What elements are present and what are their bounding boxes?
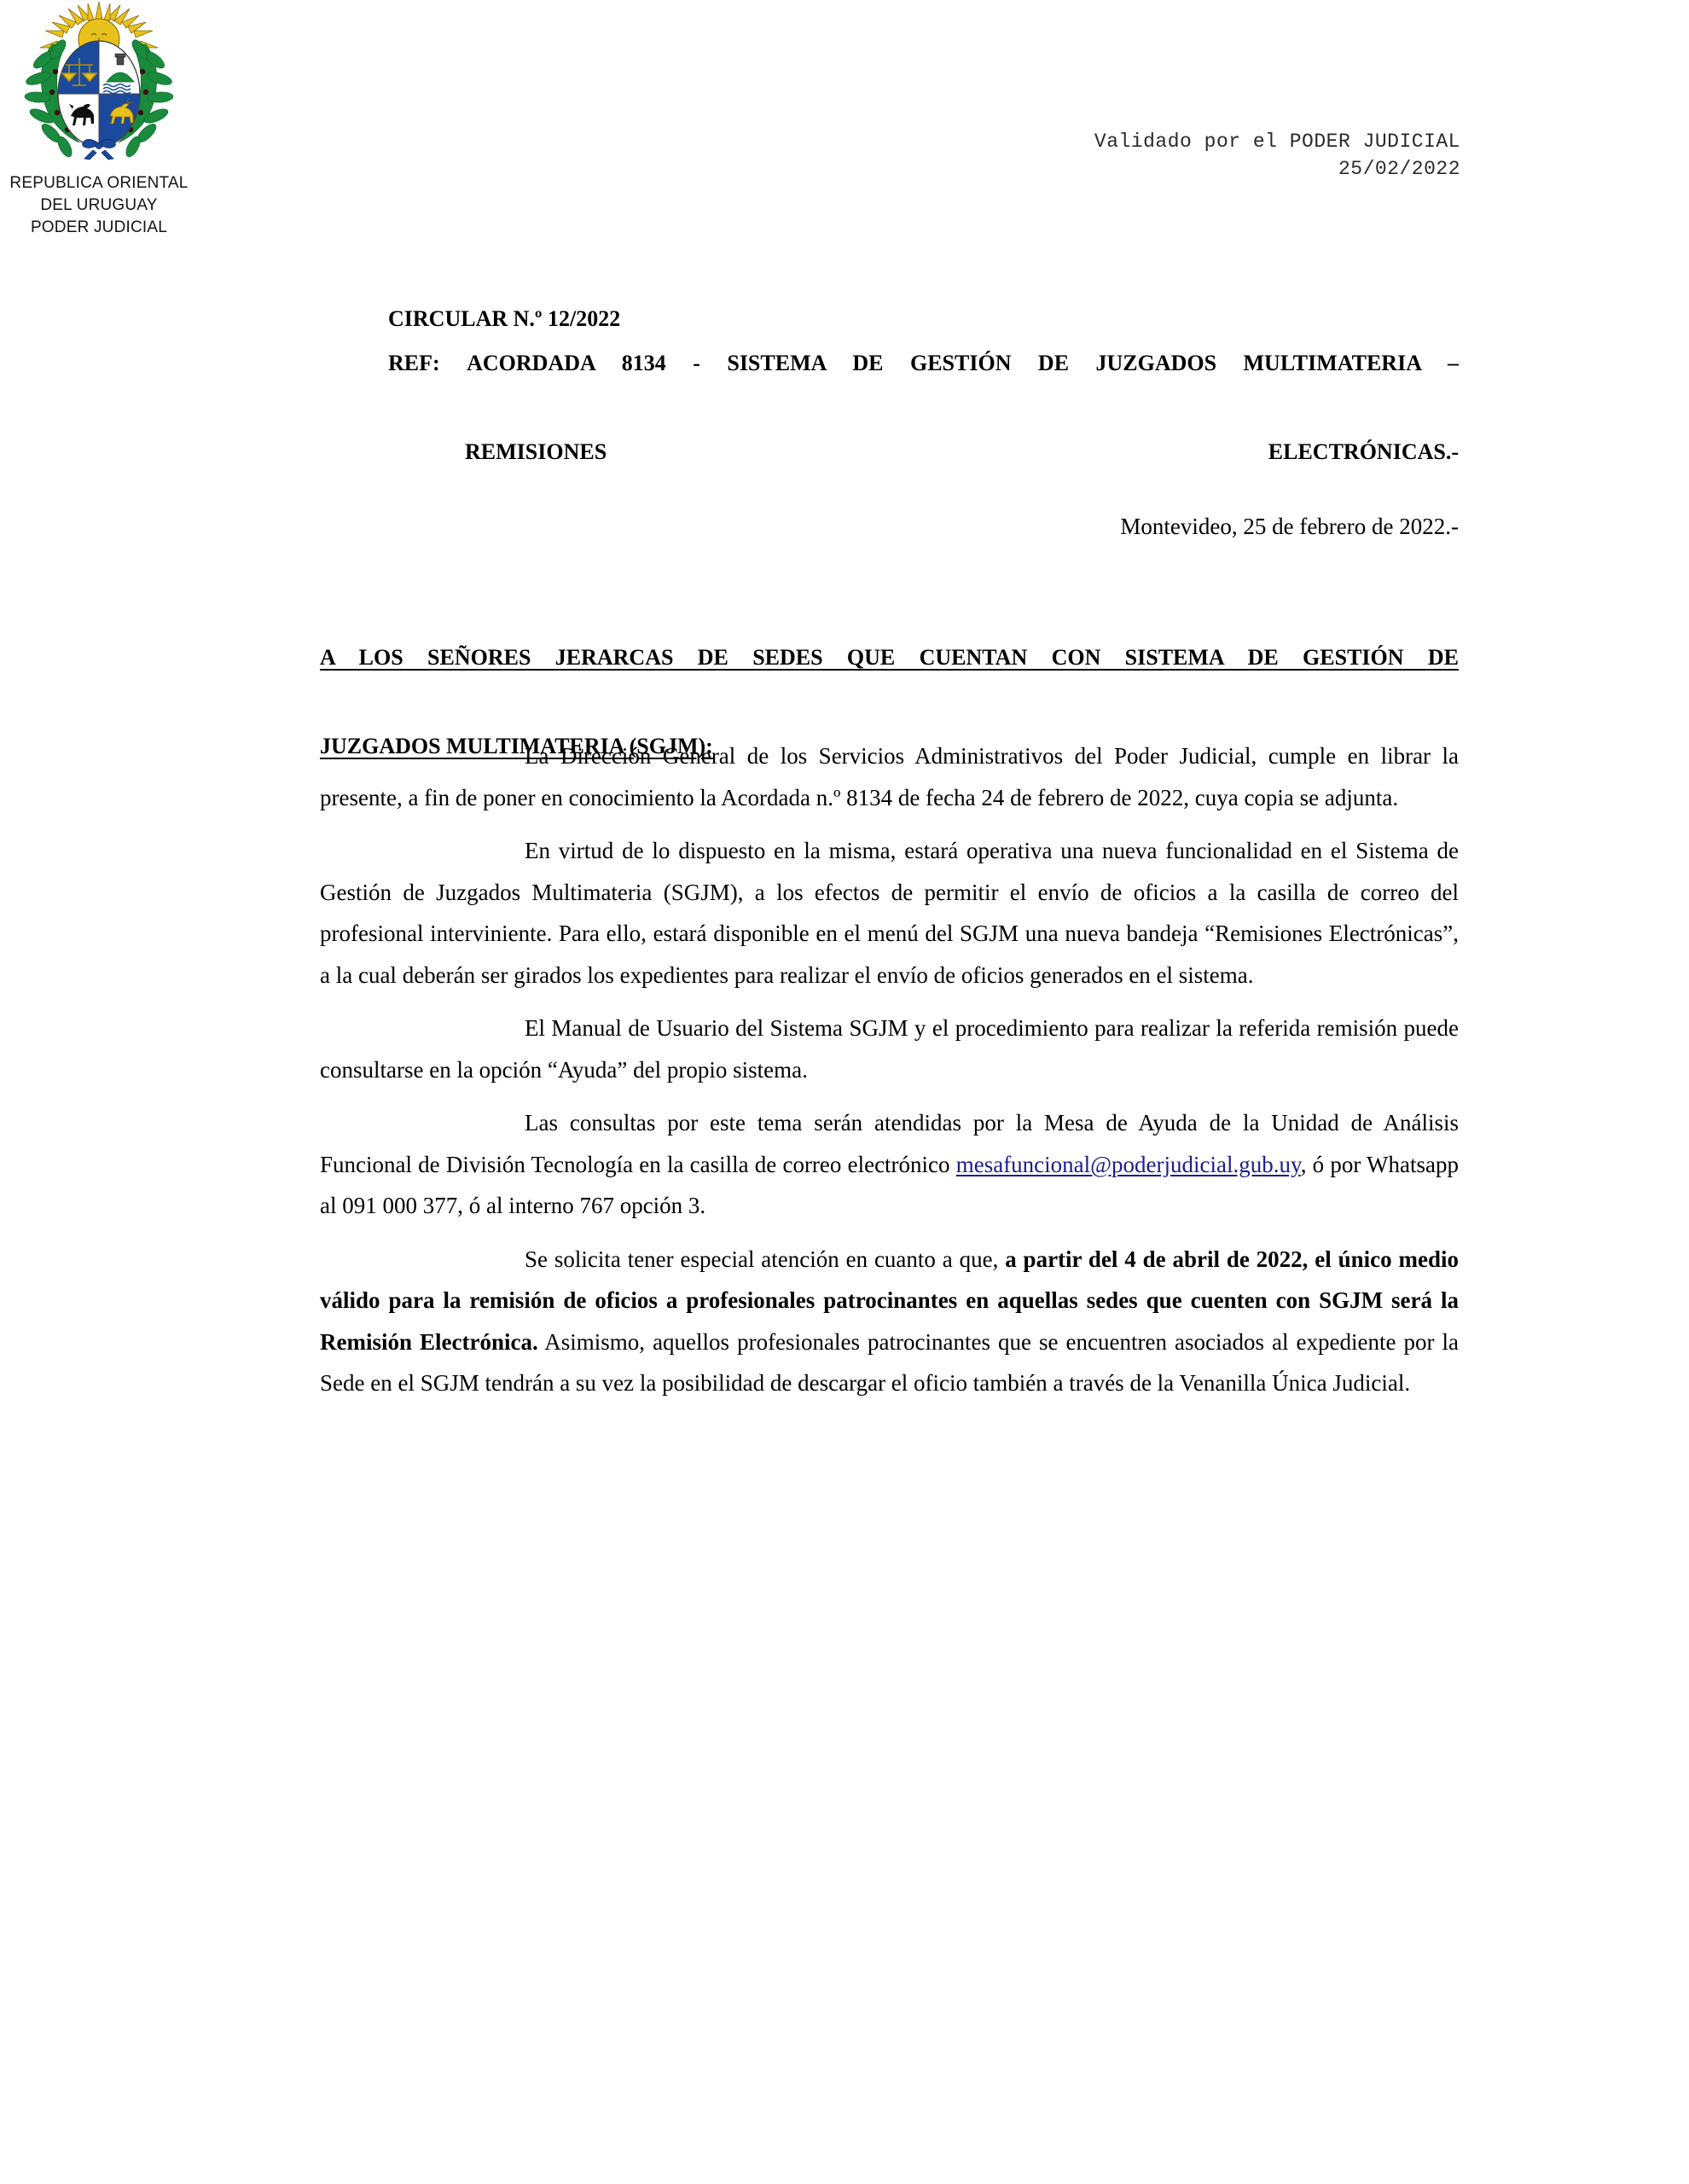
ref-line-primary: [388, 341, 1459, 430]
letterhead: [0, 0, 198, 239]
validation-stamp-date: 25/02/2022: [1338, 158, 1460, 180]
mesafuncional-email-link[interactable]: mesafuncional@poderjudicial.gub.uy: [955, 1151, 1301, 1177]
letterhead-line-2: DEL URUGUAY: [40, 196, 158, 214]
paragraph-3: El Manual de Usuario del Sistema SGJM y el procedimiento para realizar la referida remisión puede consultarse en la opción “Ayuda” del propio sistema.: [320, 1015, 1459, 1083]
paragraph-4: [320, 1102, 1459, 1227]
paragraph-5-pre-bold: Se solicita tener especial atención en cuanto a que,: [525, 1246, 1006, 1272]
paragraph-4-post-link: , ó por Whatsapp al 091 000 377, ó al interno 767 opción 3.: [320, 1151, 1459, 1218]
validation-stamp-text: Validado por el PODER JUDICIAL: [1094, 131, 1460, 153]
ref-text-line-1: ACORDADA 8134 - SISTEMA DE GESTIÓN DE JUZGADOS MULTIMATERIA –: [467, 351, 1459, 375]
paragraph-2: En virtud de lo dispuesto en la misma, estará operativa una nueva funcionalidad en el Sistema de Gestión de Juzgados Multimateria (SGJM), a los efectos de permitir el envío de oficios a la casilla de correo del profesional interviniente. Para ello, estará disponible en el menú del SGJM una nueva bandeja “Remisiones Electrónicas”, a la cual deberán ser girados los expedientes para realizar el envío de oficios generados en el sistema.: [320, 838, 1459, 988]
ref-text-line-2: REMISIONES ELECTRÓNICAS.-: [465, 439, 1459, 464]
uruguay-coat-of-arms-icon: [18, 0, 180, 171]
validation-stamp: [1094, 128, 1460, 183]
circular-number: CIRCULAR N.º 12/2022: [388, 306, 621, 331]
title-block: [388, 297, 1459, 519]
body-paragraphs: [320, 735, 1459, 1416]
paragraph-5: [320, 1239, 1459, 1404]
paragraph-4-pre-link: Las consultas por este tema serán atendidas por la Mesa de Ayuda de la Unidad de Análisis Funcional de División Tecnología en la casilla de correo electrónico: [320, 1110, 1459, 1177]
ref-line-continuation: [388, 430, 1459, 519]
addressee-line-1: A LOS SEÑORES JERARCAS DE SEDES QUE CUENTAN CON SISTEMA DE GESTIÓN DE: [320, 645, 1459, 670]
paragraph-5-emphasis: a partir del 4 de abril de 2022, el único medio válido para la remisión de oficios a profesionales patrocinantes en aquellas sedes que cuenten con SGJM será la Remisión Electrónica.: [320, 1246, 1459, 1355]
paragraph-5-post-bold: Asimismo, aquellos profesionales patrocinantes que se encuentren asociados al expediente por la Sede en el SGJM tendrán a su vez la posibilidad de descargar el oficio también a través de la Venanilla Única Judicial.: [320, 1328, 1459, 1396]
place-and-date: Montevideo, 25 de febrero de 2022.-: [1120, 514, 1459, 539]
addressee-line-2: JUZGADOS MULTIMATERIA (SGJM):: [320, 734, 713, 758]
letterhead-text: [0, 172, 198, 239]
letterhead-line-3: PODER JUDICIAL: [30, 218, 168, 236]
paragraph-1: La Dirección General de los Servicios Administrativos del Poder Judicial, cumple en librar la presente, a fin de poner en conocimiento la Acordada n.º 8134 de fecha 24 de febrero de 2022, cuya copia se adjunta.: [320, 743, 1459, 810]
ref-label: REF:: [388, 351, 440, 375]
letterhead-line-1: REPUBLICA ORIENTAL: [9, 174, 189, 192]
